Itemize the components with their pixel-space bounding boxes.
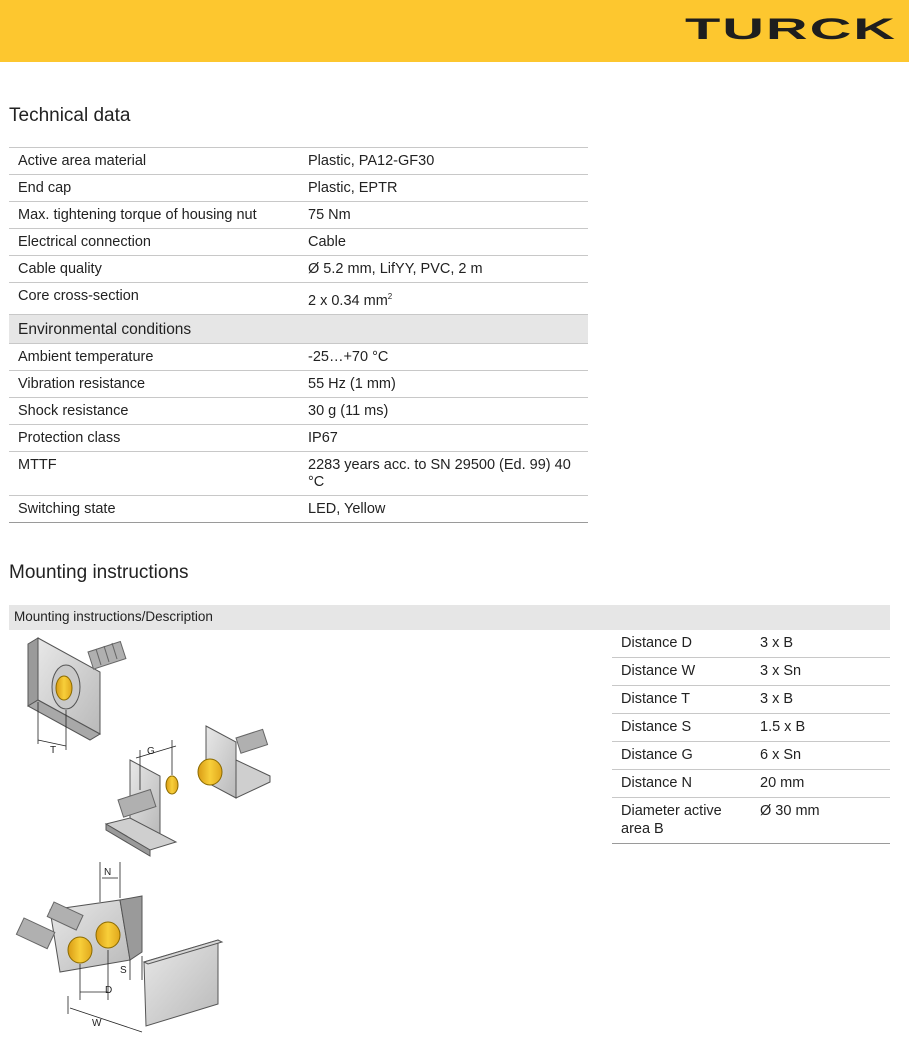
table-row: [9, 452, 588, 496]
table-row: [612, 798, 890, 844]
spec-value: -25…+70 °C: [299, 344, 588, 371]
svg-text:S: S: [120, 965, 127, 976]
table-row: [9, 229, 588, 256]
spec-key: Protection class: [9, 425, 299, 452]
table-row: [612, 742, 890, 770]
side-by-side-mounting-figure: [16, 862, 222, 1032]
spec-value: 55 Hz (1 mm): [299, 371, 588, 398]
spec-key: End cap: [9, 175, 299, 202]
group-heading: Environmental conditions: [9, 315, 299, 344]
superscript: 2: [387, 292, 393, 301]
spec-key: Cable quality: [9, 256, 299, 283]
svg-text:N: N: [104, 867, 112, 878]
distance-value: 1.5 x B: [751, 714, 890, 742]
spec-value: Ø 5.2 mm, LifYY, PVC, 2 m: [299, 256, 588, 283]
opposite-mounting-figure: [106, 726, 270, 856]
spec-key: Ambient temperature: [9, 344, 299, 371]
table-row: [9, 175, 588, 202]
table-row: [9, 283, 588, 315]
mounting-diagram: [0, 630, 300, 1050]
distance-key: Distance G: [612, 742, 751, 770]
spec-value: 30 g (11 ms): [299, 398, 588, 425]
spec-key: Active area material: [9, 148, 299, 175]
distance-value: 3 x B: [751, 686, 890, 714]
spec-key: Max. tightening torque of housing nut: [9, 202, 299, 229]
table-row: [612, 658, 890, 686]
header-bar: [0, 0, 909, 62]
svg-text:W: W: [92, 1018, 102, 1029]
distance-table: [612, 630, 890, 844]
distance-value: 6 x Sn: [751, 742, 890, 770]
spec-key: Shock resistance: [9, 398, 299, 425]
distance-key: Distance W: [612, 658, 751, 686]
table-row: [612, 686, 890, 714]
flush-mounting-figure: [28, 638, 126, 756]
spec-value: 2283 years acc. to SN 29500 (Ed. 99) 40 °C: [299, 452, 588, 496]
svg-text:D: D: [105, 985, 113, 996]
spec-key: MTTF: [9, 452, 299, 496]
distance-key: Diameter active area B: [612, 798, 751, 844]
distance-value: Ø 30 mm: [751, 798, 890, 844]
distance-value: 3 x Sn: [751, 658, 890, 686]
spec-value: Plastic, EPTR: [299, 175, 588, 202]
svg-text:G: G: [147, 746, 155, 757]
spec-value: IP67: [299, 425, 588, 452]
group-heading-row: [9, 315, 588, 344]
spec-key: Vibration resistance: [9, 371, 299, 398]
distance-key: Distance S: [612, 714, 751, 742]
table-row: [612, 770, 890, 798]
spec-value: Plastic, PA12-GF30: [299, 148, 588, 175]
distance-value: 20 mm: [751, 770, 890, 798]
distance-value: 3 x B: [751, 630, 890, 658]
table-row: [9, 202, 588, 229]
table-row: [9, 425, 588, 452]
turck-logo: [679, 8, 899, 48]
distance-key: Distance T: [612, 686, 751, 714]
spec-value: 2 x 0.34 $mm^2$: [299, 283, 588, 315]
spec-value: Cable: [299, 229, 588, 256]
technical-data-table: [9, 147, 588, 523]
spec-key: Electrical connection: [9, 229, 299, 256]
spec-key: Core cross-section: [9, 283, 299, 315]
table-row: [9, 148, 588, 175]
table-row: [612, 630, 890, 658]
table-row: [9, 256, 588, 283]
distance-key: Distance D: [612, 630, 751, 658]
svg-text:T: T: [50, 745, 57, 756]
mounting-description-bar: Mounting instructions/Description: [9, 605, 890, 630]
svg-text:TURCK: TURCK: [685, 13, 897, 46]
technical-data-title: Technical data: [9, 105, 131, 126]
table-row: [9, 496, 588, 523]
spec-value: LED, Yellow: [299, 496, 588, 523]
table-row: [9, 398, 588, 425]
table-row: [9, 371, 588, 398]
spec-key: Switching state: [9, 496, 299, 523]
spec-value: 75 Nm: [299, 202, 588, 229]
distance-key: Distance N: [612, 770, 751, 798]
mounting-instructions-title: Mounting instructions: [9, 562, 189, 583]
table-row: [9, 344, 588, 371]
table-row: [612, 714, 890, 742]
